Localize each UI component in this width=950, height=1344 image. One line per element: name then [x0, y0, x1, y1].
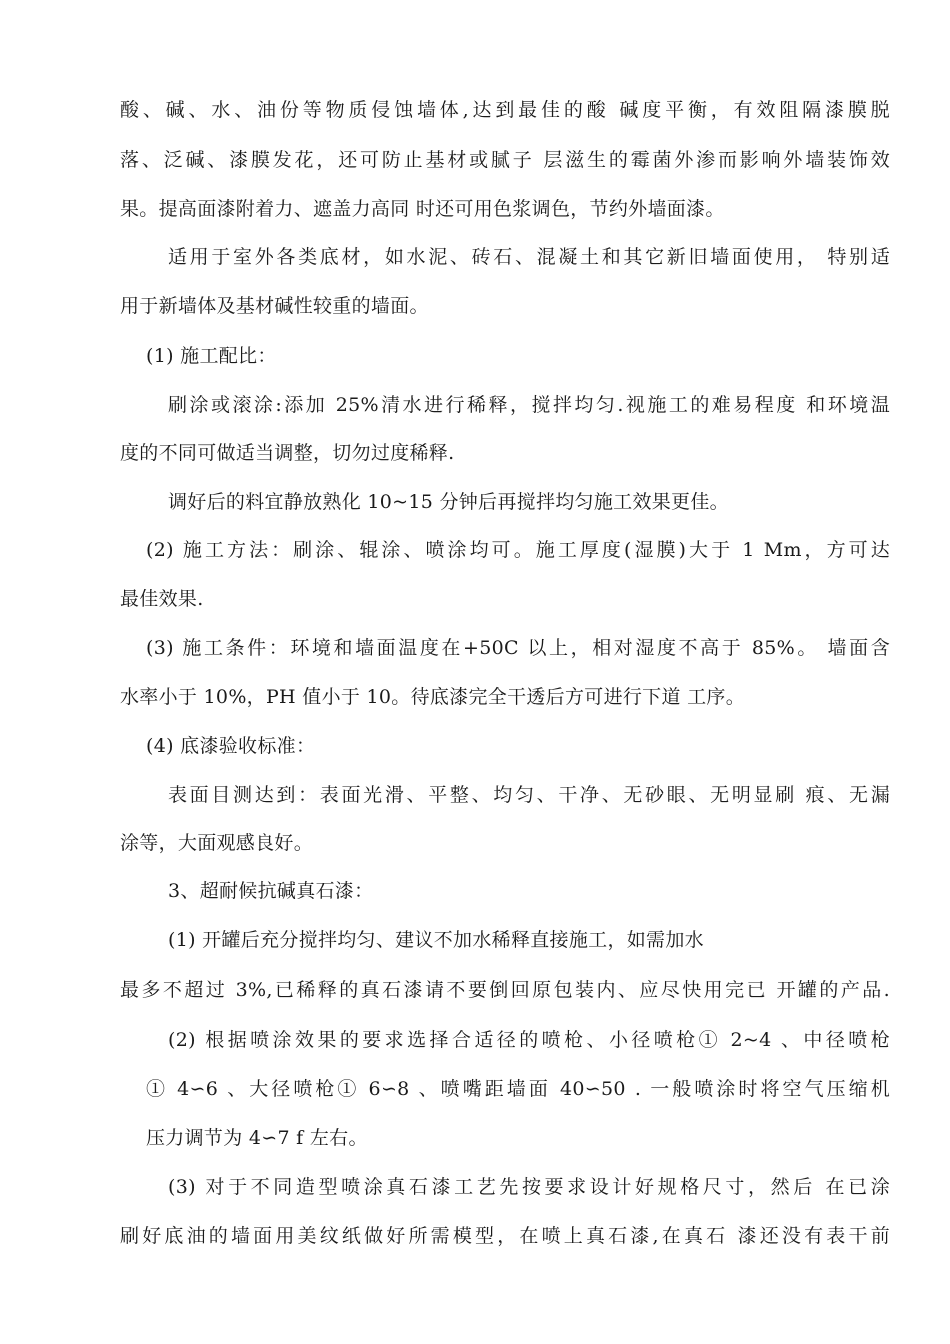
paragraph-line: 度的不同可做适当调整，切勿过度稀释.	[120, 442, 455, 464]
paragraph-line: 涂等，大面观感良好。	[120, 832, 314, 854]
paragraph-line: 调好后的料宜静放熟化 10~15 分钟后再搅拌均匀施工效果更佳。	[168, 491, 729, 513]
section-heading: (4) 底漆验收标准：	[146, 735, 316, 757]
paragraph-line: (1) 开罐后充分搅拌均匀、建议不加水稀释直接施工，如需加水	[168, 929, 704, 951]
paragraph-line: 适用于室外各类底材，如水泥、砖石、混凝土和其它新旧墙面使用， 特别适	[168, 246, 890, 268]
paragraph-line: ① 4∽6 、大径喷枪① 6∽8 、喷嘴距墙面 40∽50 . 一般喷涂时将空气压缩机	[146, 1078, 890, 1100]
paragraph-line: (3) 施工条件：环境和墙面温度在+50C 以上，相对湿度不高于 85%。 墙面含	[146, 637, 890, 659]
paragraph-line: 刷好底油的墙面用美纹纸做好所需模型，在喷上真石漆,在真石 漆还没有表干前	[120, 1225, 890, 1247]
paragraph-line: (3) 对于不同造型喷涂真石漆工艺先按要求设计好规格尺寸，然后 在已涂	[168, 1176, 890, 1198]
paragraph-line: 落、泛碱、漆膜发花，还可防止基材或腻子 层滋生的霉菌外渗而影响外墙装饰效	[120, 149, 890, 171]
section-heading: 3、超耐候抗碱真石漆：	[168, 880, 374, 902]
paragraph-line: 表面目测达到：表面光滑、平整、均匀、干净、无砂眼、无明显刷 痕、无漏	[168, 784, 890, 806]
paragraph-line: 压力调节为 4∽7 f 左右。	[146, 1127, 368, 1149]
paragraph-line: (2) 根据喷涂效果的要求选择合适径的喷枪、小径喷枪① 2~4 、中径喷枪	[168, 1029, 890, 1051]
paragraph-line: 最多不超过 3%,已稀释的真石漆请不要倒回原包装内、应尽快用完已 开罐的产品.	[120, 979, 890, 1001]
section-heading: (1) 施工配比：	[146, 345, 277, 367]
paragraph-line: (2) 施工方法：刷涂、辊涂、喷涂均可。施工厚度(湿膜)大于 1 Mm，方可达	[146, 539, 890, 561]
paragraph-line: 果。提高面漆附着力、遮盖力高同 时还可用色浆调色，节约外墙面漆。	[120, 198, 725, 220]
paragraph-line: 用于新墙体及基材碱性较重的墙面。	[120, 295, 429, 317]
paragraph-line: 水率小于 10%，PH 值小于 10。待底漆完全干透后方可进行下道 工序。	[120, 686, 746, 708]
paragraph-line: 刷涂或滚涂:添加 25%清水进行稀释，搅拌均匀.视施工的难易程度 和环境温	[168, 394, 890, 416]
paragraph-line: 最佳效果.	[120, 588, 204, 610]
paragraph-line: 酸、碱、水、油份等物质侵蚀墙体,达到最佳的酸 碱度平衡，有效阻隔漆膜脱	[120, 99, 890, 121]
